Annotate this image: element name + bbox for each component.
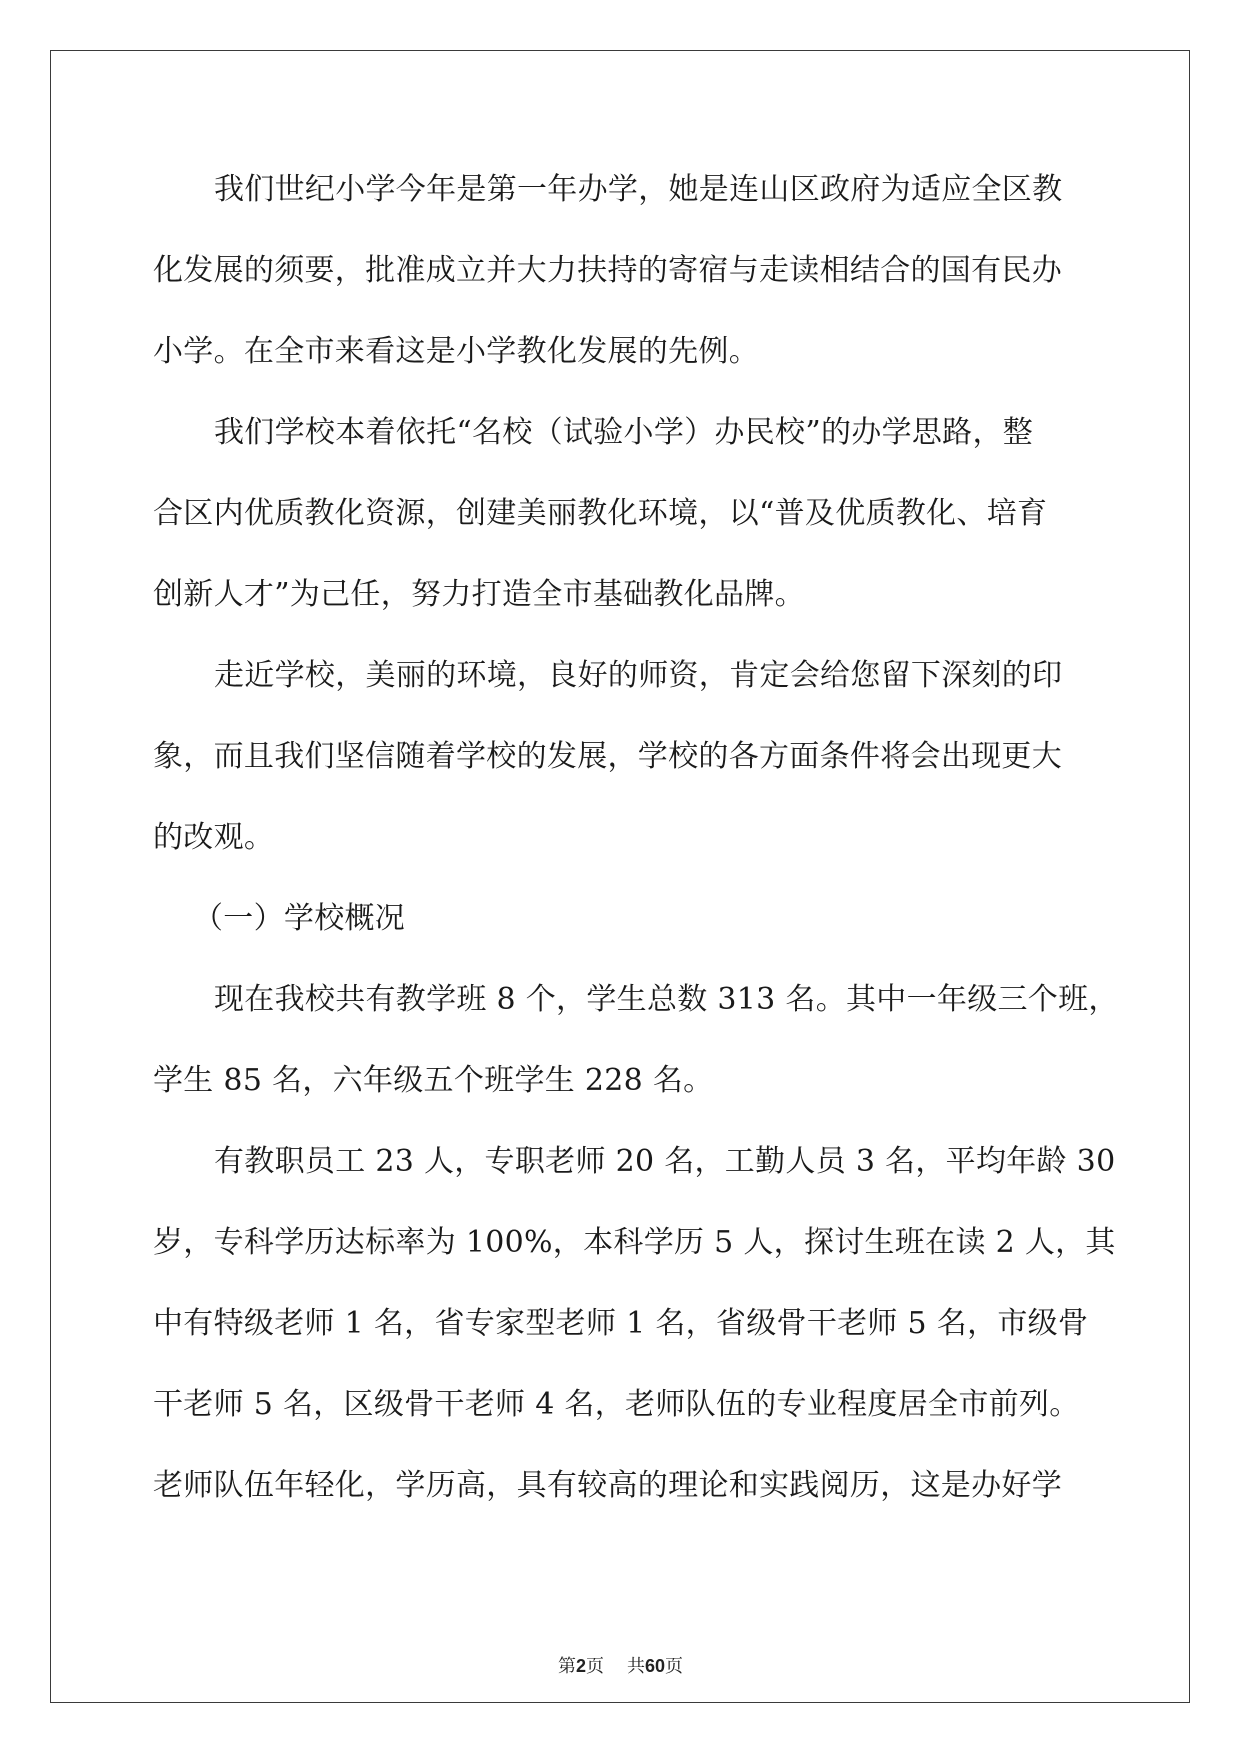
paragraph-5-line-1: 有教职员工 23 人，专职老师 20 名，工勤人员 3 名，平均年龄 30 — [214, 1144, 1116, 1179]
paragraph-3-line-3: 的改观。 — [153, 820, 275, 855]
paragraph-5-line-5: 老师队伍年轻化，学历高，具有较高的理论和实践阅历，这是办好学 — [153, 1468, 1062, 1503]
total-suffix: 页 — [664, 1656, 683, 1677]
paragraph-5-line-4: 干老师 5 名，区级骨干老师 4 名，老师队伍的专业程度居全市前列。 — [153, 1387, 1080, 1422]
paragraph-5-line-2: 岁，专科学历达标率为 100%，本科学历 5 人，探讨生班在读 2 人，其 — [153, 1225, 1116, 1260]
paragraph-1-line-2: 化发展的须要，批准成立并大力扶持的寄宿与走读相结合的国有民办 — [153, 253, 1062, 288]
paragraph-4-line-1: 现在我校共有教学班 8 个，学生总数 313 名。其中一年级三个班， — [214, 982, 1119, 1017]
paragraph-1-line-1: 我们世纪小学今年是第一年办学，她是连山区政府为适应全区教 — [214, 172, 1063, 207]
paragraph-3-line-1: 走近学校，美丽的环境，良好的师资，肯定会给您留下深刻的印 — [214, 658, 1063, 693]
paragraph-4-line-2: 学生 85 名，六年级五个班学生 228 名。 — [153, 1063, 714, 1098]
page-prefix: 第 — [558, 1656, 577, 1677]
page-footer — [0, 1652, 1241, 1678]
total-prefix: 共 — [626, 1656, 645, 1677]
page-suffix: 页 — [586, 1656, 605, 1677]
paragraph-2-line-3: 创新人才”为己任，努力打造全市基础教化品牌。 — [153, 577, 805, 612]
page-total: 60 — [644, 1656, 665, 1676]
paragraph-2-line-2: 合区内优质教化资源，创建美丽教化环境，以“普及优质教化、培育 — [153, 496, 1048, 531]
paragraph-2-line-1: 我们学校本着依托“名校（试验小学）办民校”的办学思路，整 — [214, 415, 1034, 450]
paragraph-3-line-2: 象，而且我们坚信随着学校的发展，学校的各方面条件将会出现更大 — [153, 739, 1062, 774]
section-heading: （一）学校概况 — [193, 901, 406, 936]
paragraph-5-line-3: 中有特级老师 1 名，省专家型老师 1 名，省级骨干老师 5 名，市级骨 — [153, 1306, 1089, 1341]
page-number: 2 — [576, 1656, 587, 1676]
paragraph-1-line-3: 小学。在全市来看这是小学教化发展的先例。 — [153, 334, 759, 369]
document-body — [153, 160, 1119, 1537]
